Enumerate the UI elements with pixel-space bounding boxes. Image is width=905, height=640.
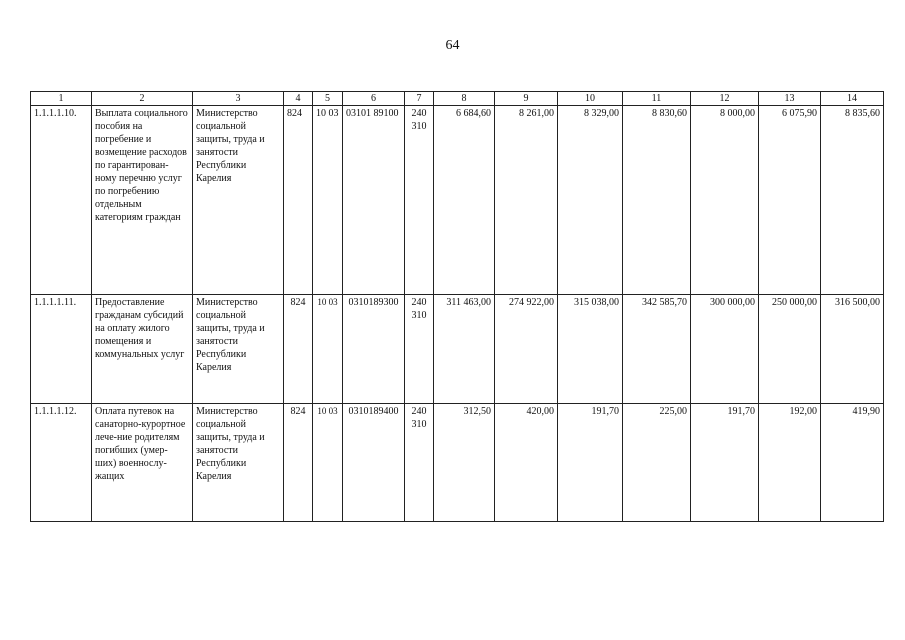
table-row <box>31 295 884 404</box>
column-header: 12 <box>691 92 759 106</box>
row-value-12: 300 000,00 <box>691 295 759 404</box>
row-value-13: 192,00 <box>759 404 821 522</box>
row-vr <box>405 106 434 295</box>
column-header: 5 <box>313 92 343 106</box>
row-name: Оплата путевок на санаторно-курортное лече-ние родителям погибших (умер-ших) военнослу-жащих <box>92 404 193 522</box>
row-name: Предоставление гражданам субсидий на оплату жилого помещения и коммунальных услуг <box>92 295 193 404</box>
table-row <box>31 106 884 295</box>
column-header: 7 <box>405 92 434 106</box>
budget-table <box>30 91 884 522</box>
row-rzpr: 10 03 <box>313 404 343 522</box>
row-vr-first: 240 <box>411 108 427 119</box>
row-name: Выплата социального пособия на погребение и возмещение расходов по гарантирован-ному перечню услуг по погребению отдельным категориям граждан <box>92 106 193 295</box>
column-header: 9 <box>495 92 558 106</box>
row-vr <box>405 404 434 522</box>
row-value-13: 250 000,00 <box>759 295 821 404</box>
row-value-10: 191,70 <box>558 404 623 522</box>
column-header: 6 <box>343 92 405 106</box>
row-grbs: 824 <box>284 295 313 404</box>
column-header: 2 <box>92 92 193 106</box>
row-csr: 0310189400 <box>343 404 405 522</box>
row-vr-second: 310 <box>411 121 427 132</box>
column-header: 4 <box>284 92 313 106</box>
header-row <box>31 92 884 106</box>
row-value-11: 342 585,70 <box>623 295 691 404</box>
row-organization: Министерство социальной защиты, труда и занятости Республики Карелия <box>193 295 284 404</box>
row-rzpr: 10 03 <box>313 295 343 404</box>
column-header: 13 <box>759 92 821 106</box>
row-vr-first: 240 <box>411 297 427 308</box>
column-header: 10 <box>558 92 623 106</box>
column-header: 3 <box>193 92 284 106</box>
row-vr <box>405 295 434 404</box>
row-value-10: 315 038,00 <box>558 295 623 404</box>
row-organization: Министерство социальной защиты, труда и занятости Республики Карелия <box>193 404 284 522</box>
row-vr-first: 240 <box>411 406 427 417</box>
row-value-8: 312,50 <box>434 404 495 522</box>
row-organization: Министерство социальной защиты, труда и занятости Республики Карелия <box>193 106 284 295</box>
row-csr: 0310189300 <box>343 295 405 404</box>
row-grbs: 824 <box>284 106 313 295</box>
row-value-8: 311 463,00 <box>434 295 495 404</box>
row-value-12: 191,70 <box>691 404 759 522</box>
row-value-14: 419,90 <box>821 404 884 522</box>
row-value-11: 225,00 <box>623 404 691 522</box>
column-header: 1 <box>31 92 92 106</box>
row-value-9: 420,00 <box>495 404 558 522</box>
row-rzpr: 10 03 <box>313 106 343 295</box>
row-vr-second: 310 <box>411 419 427 430</box>
row-vr-second: 310 <box>411 310 427 321</box>
row-value-14: 8 835,60 <box>821 106 884 295</box>
page-number: 64 <box>445 38 460 53</box>
row-grbs: 824 <box>284 404 313 522</box>
row-value-9: 8 261,00 <box>495 106 558 295</box>
row-value-8: 6 684,60 <box>434 106 495 295</box>
row-value-10: 8 329,00 <box>558 106 623 295</box>
row-code: 1.1.1.1.10. <box>31 106 92 295</box>
row-value-9: 274 922,00 <box>495 295 558 404</box>
row-value-11: 8 830,60 <box>623 106 691 295</box>
row-csr: 03101 89100 <box>343 106 405 295</box>
row-code: 1.1.1.1.11. <box>31 295 92 404</box>
column-header: 8 <box>434 92 495 106</box>
table-row <box>31 404 884 522</box>
row-code: 1.1.1.1.12. <box>31 404 92 522</box>
column-header: 14 <box>821 92 884 106</box>
row-value-12: 8 000,00 <box>691 106 759 295</box>
row-value-13: 6 075,90 <box>759 106 821 295</box>
column-header: 11 <box>623 92 691 106</box>
row-value-14: 316 500,00 <box>821 295 884 404</box>
